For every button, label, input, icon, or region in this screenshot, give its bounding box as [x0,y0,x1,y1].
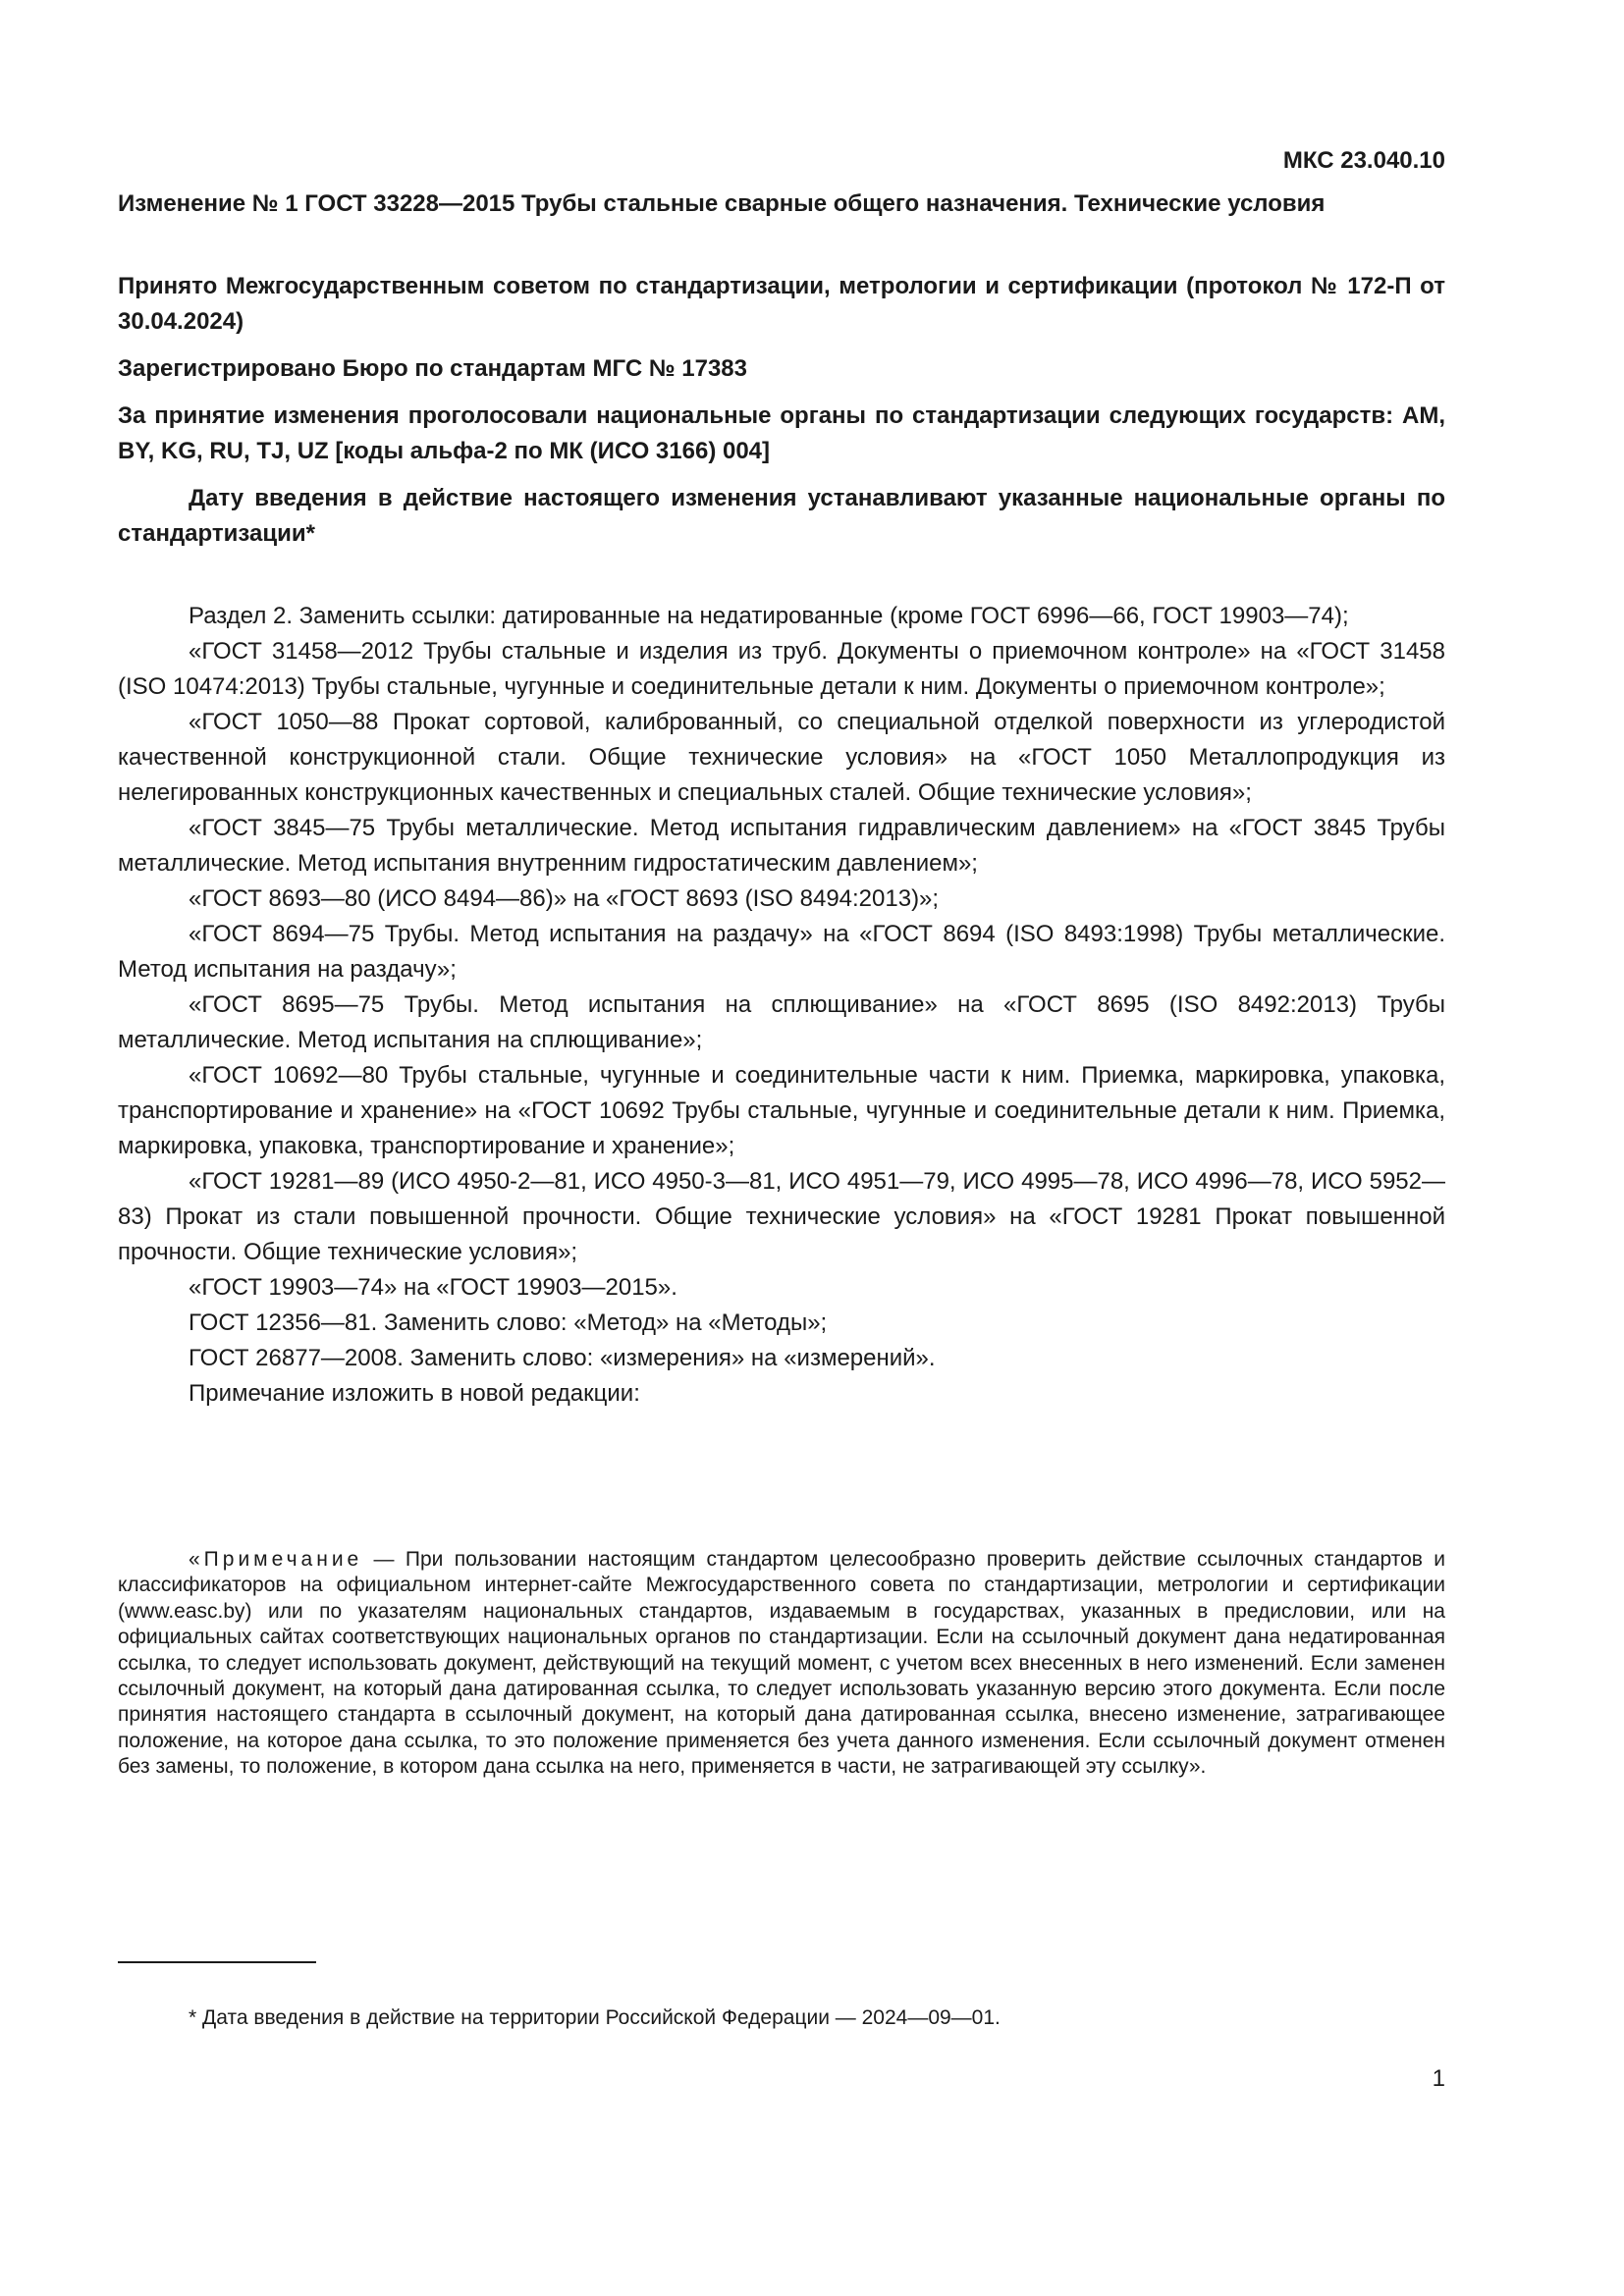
body-paragraph: «ГОСТ 8693—80 (ИСО 8494—86)» на «ГОСТ 8693 (ISO 8494:2013)»; [189,885,940,912]
body-paragraph: ГОСТ 26877—2008. Заменить слово: «измерения» на «измерений». [189,1345,936,1371]
amendment-title: Изменение № 1 ГОСТ 33228—2015 Трубы стальные сварные общего назначения. Технические условия [118,190,1326,217]
effective-date-statement: Дату введения в действие настоящего изменения устанавливают указанные национальные органы по стандартизации* [118,485,1445,547]
registration-statement: Зарегистрировано Бюро по стандартам МГС № 17383 [118,355,747,382]
body-paragraph: «ГОСТ 10692—80 Трубы стальные, чугунные и соединительные части к ним. Приемка, маркировка, упаковка, транспортирование и хранение» на «ГОСТ 10692 Трубы стальные, чугунные и соединительные детали к ним. Приемка, маркировка, упаковка, транспортирование и хранение»; [118,1062,1445,1159]
body-paragraph: «ГОСТ 8695—75 Трубы. Метод испытания на сплющивание» на «ГОСТ 8695 (ISO 8492:2013) Трубы металлические. Метод испытания на сплющивание»; [118,991,1445,1053]
note-text: — При пользовании настоящим стандартом целесообразно проверить действие ссылочных стандартов и классификаторов на официальном интернет-сайте Межгосударственного совета по стандартизации, метрологии и сертификации (www.easc.by) или по указателям национальных стандартов, издаваемым в государствах, указанных в предисловии, или на официальных сайтах соответствующих национальных органов по стандартизации. Если на ссылочный документ дана недатированная ссылка, то следует использовать документ, действующий на текущий момент, с учетом всех внесенных в него изменений. Если заменен ссылочный документ, на который дана датированная ссылка, то следует использовать указанную версию этого документа. Если после принятия настоящего стандарта в ссылочный документ, на который дана датированная ссылка, внесено изменение, затрагивающее положение, на которое дана ссылка, то это положение применяется без учета данного изменения. Если ссылочный документ отменен без замены, то положение, в котором дана ссылка на него, применяется в части, не затрагивающей эту ссылку». [118,1548,1445,1779]
body-paragraph: Раздел 2. Заменить ссылки: датированные на недатированные (кроме ГОСТ 6996—66, ГОСТ 19903—74); [189,603,1349,629]
body-paragraph: «ГОСТ 31458—2012 Трубы стальные и изделия из труб. Документы о приемочном контроле» на «ГОСТ 31458 (ISO 10474:2013) Трубы стальные, чугунные и соединительные детали к ним. Документы о приемочном контроле»; [118,638,1445,700]
footnote: * Дата введения в действие на территории Российской Федерации — 2024—09—01. [189,2006,1001,2029]
body-paragraph: «ГОСТ 3845—75 Трубы металлические. Метод испытания гидравлическим давлением» на «ГОСТ 3845 Трубы металлические. Метод испытания внутренним гидростатическим давлением»; [118,815,1445,877]
body-paragraph: Примечание изложить в новой редакции: [189,1380,640,1407]
voting-statement: За принятие изменения проголосовали национальные органы по стандартизации следующих государств: AM, BY, KG, RU, TJ, UZ [коды альфа-2 по МК (ИСО 3166) 004] [118,402,1445,464]
adoption-statement: Принято Межгосударственным советом по стандартизации, метрологии и сертификации (протокол № 172-П от 30.04.2024) [118,273,1445,335]
page-number: 1 [1432,2065,1445,2092]
note-block [118,1547,1445,1781]
amendment-body [118,599,1445,1412]
note-label: «Примечание [189,1548,363,1571]
mks-code: МКС 23.040.10 [1282,147,1445,174]
body-paragraph: «ГОСТ 19281—89 (ИСО 4950-2—81, ИСО 4950-3—81, ИСО 4951—79, ИСО 4995—78, ИСО 4996—78, ИСО 5952—83) Прокат из стали повышенной прочности. Общие технические условия» на «ГОСТ 19281 Прокат повышенной прочности. Общие технические условия»; [118,1168,1445,1265]
body-paragraph: «ГОСТ 1050—88 Прокат сортовой, калиброванный, со специальной отделкой поверхности из углеродистой качественной конструкционной стали. Общие технические условия» на «ГОСТ 1050 Металлопродукция из нелегированных конструкционных качественных и специальных сталей. Общие технические условия»; [118,709,1445,806]
footnote-divider [118,1961,316,1963]
body-paragraph: «ГОСТ 19903—74» на «ГОСТ 19903—2015». [189,1274,677,1301]
body-paragraph: ГОСТ 12356—81. Заменить слово: «Метод» на «Методы»; [189,1309,828,1336]
body-paragraph: «ГОСТ 8694—75 Трубы. Метод испытания на раздачу» на «ГОСТ 8694 (ISO 8493:1998) Трубы металлические. Метод испытания на раздачу»; [118,921,1445,983]
